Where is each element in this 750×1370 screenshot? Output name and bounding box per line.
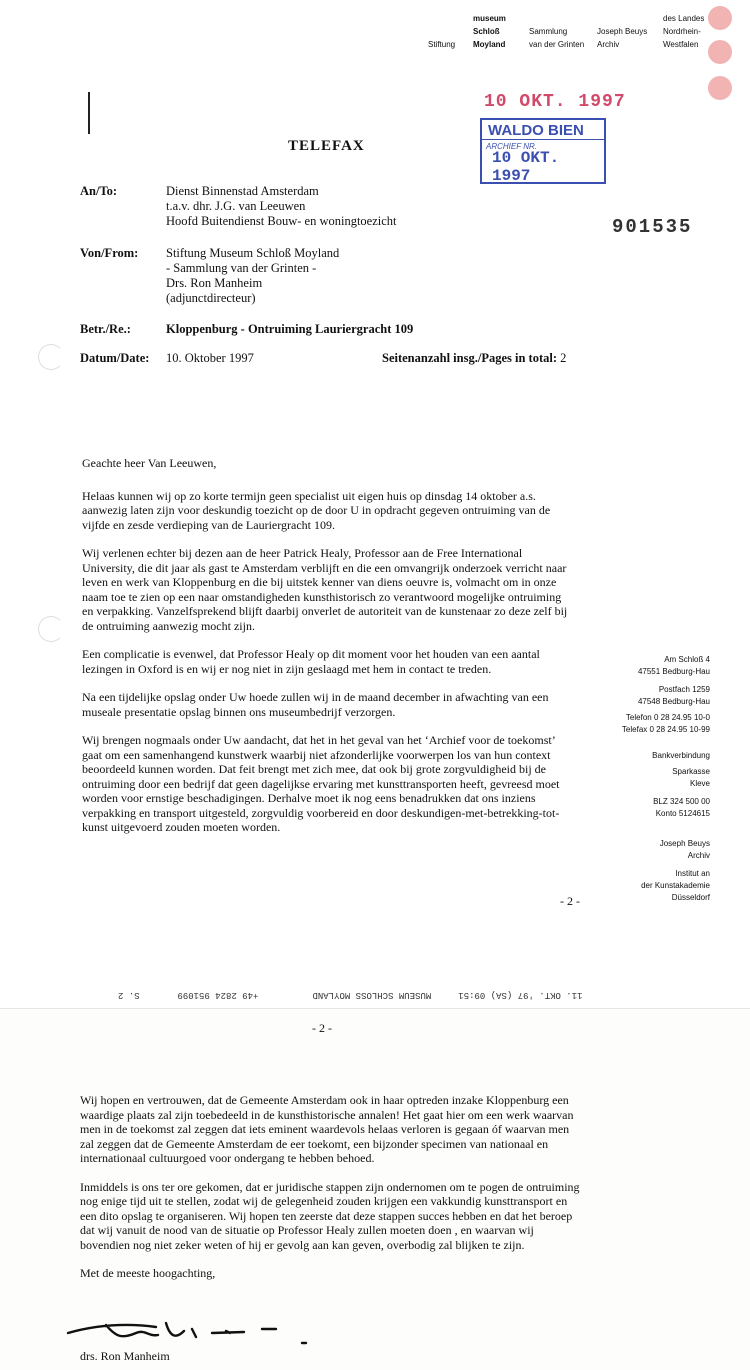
subject-label: Betr./Re.: [80, 322, 131, 336]
page2-body [80, 1093, 580, 1295]
letterhead-land: des Landes Nordrhein- Westfalen [663, 14, 705, 49]
from-label: Von/From: [80, 246, 139, 260]
date-value: 10. Oktober 1997 [166, 351, 254, 365]
telefax-title: TELEFAX [288, 138, 365, 154]
page2-paragraph-1: Wij hopen en vertrouwen, dat de Gemeente Amsterdam ook in haar optreden inzake Kloppenburg een waardige plaats zal zijn toebedeeld in de kunsthistorische annalen! Het gaat hier om een werk waarvan men in de toekomst zal zeggen dat iets eminent waardevols helaas verloren is gegaan óf waarvan men zal zeggen dat de Gemeente Amsterdam de eer toekomt, een bijzonder specimen van nationaal en internationaal cultuurgoed voor ondergang te hebben behoed. [80, 1093, 574, 1165]
signature [66, 1315, 316, 1345]
address-sidebar: Am Schloß 4 47551 Bedburg-Hau Postfach 1259 47548 Bedburg-Hau Telefon 0 28 24.95 10-0 Telefax 0 28 24.95 10-99 Bankverbindung Sparkasse Kleve BLZ 324 500 00 Konto 5124615 Joseph Beuys Archiv Institut an der Kunstakademie Düsseldorf [621, 655, 710, 902]
hole-punch-2 [38, 616, 64, 642]
hole-punch-1 [38, 344, 64, 370]
letterhead-museum: museum Schloß Moyland [473, 14, 506, 49]
fax-transmission-line: 11. OKT. '97 (SA) 09:51 MUSEUM SCHLOSS MOYLAND +49 2824 951099 S. 2 [118, 990, 583, 1000]
letterhead-sammlung: Sammlung van der Grinten [529, 27, 585, 49]
margin-dot-2 [708, 40, 732, 64]
closing: Met de meeste hoogachting, [80, 1266, 216, 1280]
fax-page-2 [0, 1008, 750, 1370]
margin-dot-1 [708, 6, 732, 30]
paragraph-1: Helaas kunnen wij op zo korte termijn geen specialist uit eigen huis op dinsdag 14 oktober a.s. aanwezig laten zijn voor deskundig toezicht op de door U in opdracht gegeven ontruiming van de vijfde en zesde verdieping van de Lauriergracht 109. [82, 488, 551, 532]
letterhead [425, 12, 725, 56]
paragraph-3: Een complicatie is evenwel, dat Professor Healy op dit moment voor het houden van een aantal lezingen in Oxford is en wij er nog niet in zijn geslaagd met hem in contact te treden. [82, 647, 540, 676]
margin-dot-3 [708, 76, 732, 100]
margin-stroke [88, 92, 90, 134]
page-marker-2: - 2 - [312, 1021, 332, 1035]
subject-value: Kloppenburg - Ontruiming Lauriergracht 109 [166, 322, 414, 336]
pages-total [382, 351, 566, 366]
page2-paragraph-2: Inmiddels is ons ter ore gekomen, dat er juridische stappen zijn ondernomen om te pogen de ontruiming nog enige tijd uit te stellen, zodat wij de gelegenheid zouden krijgen een vakkundig kunsttransport en een dito opslag te organiseren. Wij hopen ten zeerste dat deze stappen succes hebben en dat het beroep dat wij vanuit de nood van de situatie op Professor Healy zullen moeten doen , en waarvan wij bovendien nog niet zeker weten of hij er gevolg aan kan geven, overbodig zal blijken te zijn. [80, 1179, 580, 1252]
letter-body [82, 456, 570, 849]
to-block: Dienst Binnenstad Amsterdam t.a.v. dhr. J.G. van Leeuwen Hoofd Buitendienst Bouw- en woningtoezicht [166, 184, 397, 228]
archive-stamp-label: ARCHIEF NR. [486, 142, 537, 151]
page-marker-1: - 2 - [560, 894, 580, 908]
pages-value: 2 [560, 351, 567, 365]
signer-name: drs. Ron Manheim [80, 1349, 170, 1363]
archive-stamp-name: WALDO BIEN [482, 120, 604, 140]
letterhead-beuys-archiv: Joseph Beuys Archiv [597, 27, 648, 49]
document-number: 901535 [612, 216, 693, 238]
from-block: Stiftung Museum Schloß Moyland - Sammlung van der Grinten - Drs. Ron Manheim (adjunctdirecteur) [166, 246, 340, 305]
letterhead-stiftung: Stiftung [428, 40, 456, 49]
paragraph-4: Na een tijdelijke opslag onder Uw hoede zullen wij in de maand december in afwachting van een museale presentatie opslag binnen ons museumbedrijf verzorgen. [82, 690, 549, 719]
received-date-stamp: 10 OKT. 1997 [484, 92, 626, 112]
archive-stamp [480, 118, 606, 184]
to-label: An/To: [80, 184, 118, 198]
archive-stamp-date: 10 OKT. 1997 [492, 149, 560, 185]
pages-label: Seitenanzahl insg./Pages in total: [382, 351, 558, 365]
salutation: Geachte heer Van Leeuwen, [82, 456, 217, 470]
paragraph-2: Wij verlenen echter bij dezen aan de heer Patrick Healy, Professor aan de Free International University, die dit jaar als gast te Amsterdam verblijft en die een omvangrijk onderzoek verricht naar leven en werk van Kloppenburg en die bij uitstek kenner van diens oeuvre is, volmacht om in onze naam toe te zien op een naar omstandigheden kunsthistorisch zo verantwoord mogelijke ontruiming en verpakking. Vanzelfsprekend blijft daarbij onverlet de autoriteit van de kunstenaar zo deze zelf bij de ontruiming aanwezig mocht zijn. [82, 546, 568, 633]
paragraph-5: Wij brengen nogmaals onder Uw aandacht, dat het in het geval van het ‘Archief voor de toekomst’ gaat om een samenhangend kunstwerk waarbij niet afzonderlijke voorwerpen los van hun context beoordeeld kunnen worden. Dat feit brengt met zich mee, dat ook bij grote zorgvuldigheid bij de ontruiming door een bedrijf dat geen dagelijkse ervaring met kunsttransporten heeft, gevreesd moet worden voor ernstige beschadigingen. Derhalve moet ik nog eens benadrukken dat ons inziens verpakking en transport uitgesteld, zorgvuldig voorbereid en door deskundigen-met-betrekking-tot-kunst uitgevoerd zouden moeten worden. [82, 733, 560, 834]
date-label: Datum/Date: [80, 351, 150, 365]
